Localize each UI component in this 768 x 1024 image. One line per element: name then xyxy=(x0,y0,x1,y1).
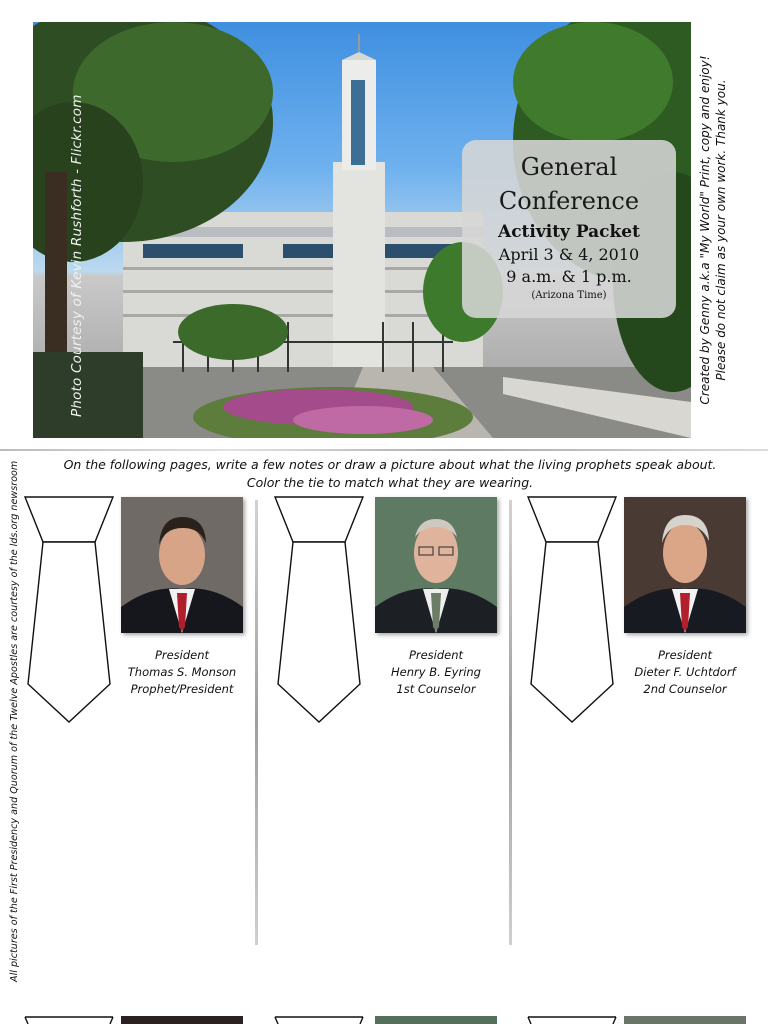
conference-title-card xyxy=(462,140,676,318)
portrait-dieter-uchtdorf xyxy=(624,497,746,633)
leader-caption xyxy=(356,647,516,698)
tie-outline-icon xyxy=(273,1016,365,1024)
portrait-thomas-monson xyxy=(121,497,243,633)
creator-credit-line2: Please do not claim as your own work. Thank you. xyxy=(714,79,728,381)
card-title-line2: Conference xyxy=(498,187,640,215)
portrait-partial xyxy=(375,1016,497,1024)
leader-caption xyxy=(605,647,765,698)
leader-name: Thomas S. Monson xyxy=(127,665,237,679)
tie-outline-icon xyxy=(273,496,365,724)
tie-outline-icon xyxy=(23,1016,115,1024)
card-times: 9 a.m. & 1 p.m. xyxy=(506,267,632,286)
leader-name: Dieter F. Uchtdorf xyxy=(634,665,736,679)
card-dates: April 3 & 4, 2010 xyxy=(498,245,640,264)
leader-role: 1st Counselor xyxy=(396,682,476,696)
leader-role: 2nd Counselor xyxy=(643,682,727,696)
creator-credit xyxy=(697,35,729,425)
instructions-line2: Color the tie to match what they are wearing. xyxy=(246,475,534,490)
instructions-line1: On the following pages, write a few notes or draw a picture about what the living prophets speak about. xyxy=(63,457,717,472)
card-title-line1: General xyxy=(520,153,618,181)
portrait-henry-eyring xyxy=(375,497,497,633)
tie-outline-icon xyxy=(526,1016,618,1024)
leader-role: Prophet/President xyxy=(130,682,234,696)
leader-title: President xyxy=(657,648,713,662)
portrait-partial xyxy=(121,1016,243,1024)
image-credit: All pictures of the First Presidency and Quorum of the Twelve Apostles are courtesy of the lds.org newsroom xyxy=(9,460,20,982)
section-divider xyxy=(0,449,768,451)
column-divider xyxy=(509,500,512,945)
column-divider xyxy=(255,500,258,945)
creator-credit-line1: Created by Genny a.k.a "My World" Print, copy and enjoy! xyxy=(698,55,712,405)
portrait-partial xyxy=(624,1016,746,1024)
leader-name: Henry B. Eyring xyxy=(391,665,481,679)
instructions xyxy=(40,456,740,492)
leader-title: President xyxy=(408,648,464,662)
leader-title: President xyxy=(154,648,210,662)
photo-credit: Photo Courtesy of Kevin Rushforth - Flickr.com xyxy=(69,94,85,417)
card-timezone: (Arizona Time) xyxy=(531,290,607,301)
card-subtitle: Activity Packet xyxy=(498,222,640,242)
leader-caption xyxy=(102,647,262,698)
